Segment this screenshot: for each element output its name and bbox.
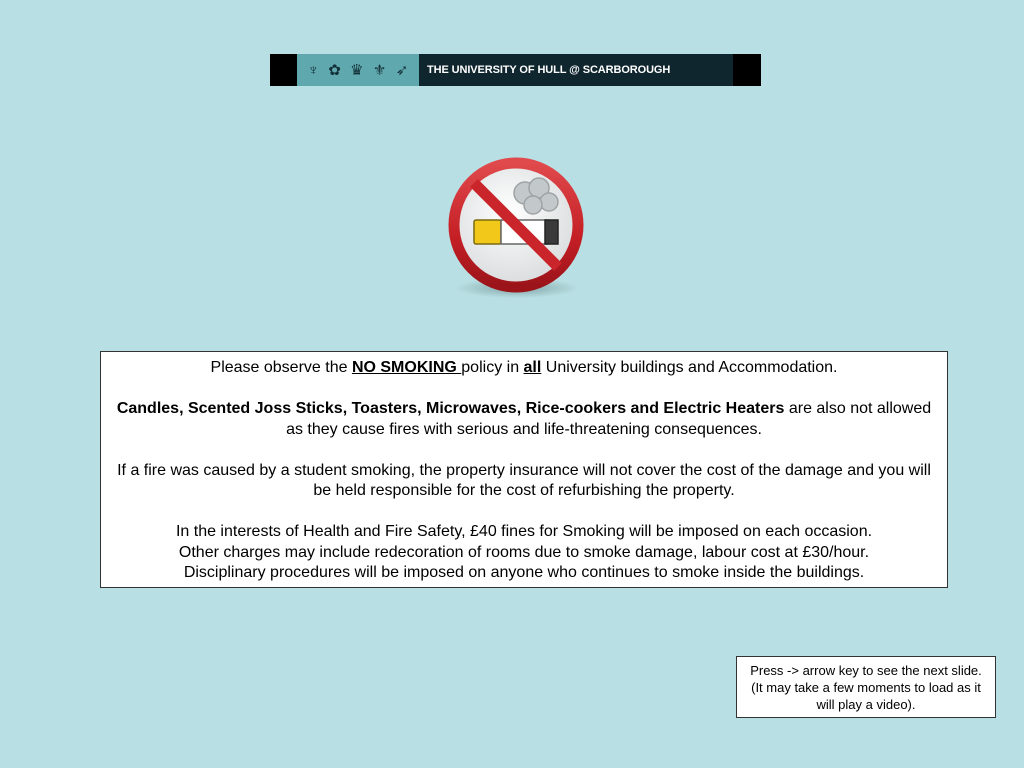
- banner-title: THE UNIVERSITY OF HULL @ SCARBOROUGH: [427, 64, 671, 76]
- no-smoking-icon: [441, 150, 591, 302]
- notice-text: policy in: [461, 359, 524, 376]
- crown-icon: ♛: [350, 61, 364, 79]
- rose-icon: ✿: [328, 61, 341, 79]
- next-slide-hint: [736, 656, 996, 718]
- no-smoking-notice: [100, 351, 948, 588]
- notice-paragraph-policy: [115, 358, 933, 379]
- university-banner: [270, 54, 761, 86]
- notice-paragraph-insurance: If a fire was caused by a student smoking, the property insurance will not cover the cost of the damage and you will be held responsible for the cost of refurbishing the property.: [117, 461, 931, 499]
- banner-right-cap: [733, 54, 761, 86]
- banner-emblems: [297, 54, 419, 86]
- banner-title-area: [419, 54, 733, 86]
- plume-icon: ♆: [307, 61, 319, 79]
- notice-paragraph-banned-items: [115, 399, 933, 440]
- fleur-de-lis-icon: ⚜: [372, 61, 387, 79]
- bird-icon: ➶: [395, 61, 409, 79]
- all-emphasis: all: [523, 359, 542, 376]
- notice-text: University buildings and Accommodation.: [541, 359, 838, 376]
- disciplinary-line: Disciplinary procedures will be imposed on anyone who continues to smoke inside the buildings.: [183, 564, 865, 581]
- notice-text: Please observe the: [210, 359, 352, 376]
- banned-items-list: Candles, Scented Joss Sticks, Toasters, Microwaves, Rice-cookers and Electric Heaters: [116, 400, 785, 417]
- fines-line: In the interests of Health and Fire Safety, £40 fines for Smoking will be imposed on each occasion.: [175, 523, 873, 540]
- notice-text: are also not allowed as they cause fires with serious and life-threatening consequences.: [286, 400, 932, 438]
- banner-left-cap: [270, 54, 297, 86]
- hint-text: Press -> arrow key to see the next slide. (It may take a few moments to load as it will play a video).: [750, 663, 982, 712]
- charges-line: Other charges may include redecoration of rooms due to smoke damage, labour cost at £30/hour.: [178, 543, 870, 561]
- no-smoking-emphasis: NO SMOKING: [351, 359, 462, 376]
- notice-paragraph-fines: [115, 522, 933, 584]
